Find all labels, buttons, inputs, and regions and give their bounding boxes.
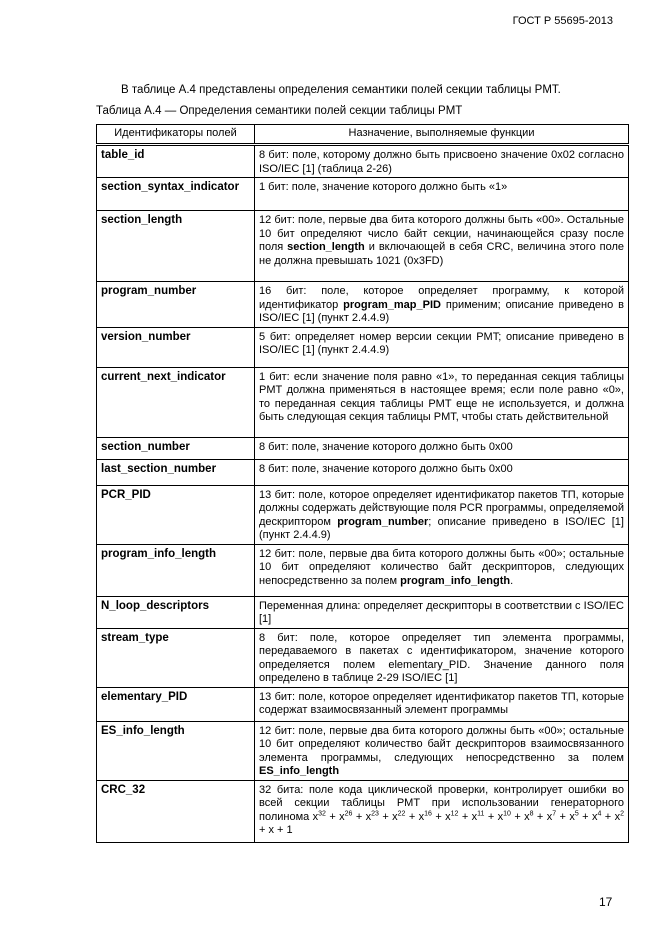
field-description <box>255 721 629 780</box>
polynomial-term: + x <box>458 810 478 823</box>
field-description <box>255 145 629 178</box>
description-text: 1 бит: поле, значение которого должно быть «1» <box>259 181 508 193</box>
table-row <box>97 367 629 437</box>
description-text: применим; описание приведено в ISO/IEC [1] (пункт 2.4.4.9) <box>259 298 624 324</box>
field-description <box>255 178 629 211</box>
field-identifier: version_number <box>97 327 255 367</box>
description-text: 12 бит: поле, первые два бита которого должны быть «00»; остальные 10 бит определяют количество байт дескрипторов, следующих непосредственно за полем <box>259 547 624 587</box>
description-text: 16 бит: поле, которое определяет программу, к которой идентификатор <box>259 285 624 311</box>
polynomial-term: + x <box>510 810 530 823</box>
description-text: 8 бит: поле, значение которого должно быть 0x00 <box>259 462 513 475</box>
field-identifier: section_number <box>97 437 255 459</box>
table-row <box>97 544 629 596</box>
polynomial-exponent: 2 <box>620 809 624 817</box>
polynomial-exponent: 32 <box>318 809 326 817</box>
polynomial-exponent: 23 <box>371 809 379 817</box>
description-text: 13 бит: поле, которое определяет идентификатор пакетов ТП, которые должны содержать действующие поля PCR программы, определяемой дескриптором <box>259 488 624 528</box>
table-row <box>97 327 629 367</box>
polynomial-exponent: 10 <box>503 809 511 817</box>
crc-polynomial <box>259 811 624 837</box>
table-row <box>97 628 629 687</box>
field-description <box>255 459 629 485</box>
polynomial-exponent: 7 <box>552 809 557 817</box>
polynomial-exponent: 4 <box>597 809 602 817</box>
field-description <box>255 596 629 628</box>
intro-paragraph: В таблице А.4 представлены определения семантики полей секции таблицы PMT. <box>121 84 561 96</box>
field-description <box>255 687 629 721</box>
field-description <box>255 485 629 544</box>
description-text: 1 бит: если значение поля равно «1», то переданная секция таблицы PMT должна применяться в настоящее время; если поле равно «0», то переданная секция таблицы PMT еще не используется, и должна быть следующая секция таблицы PMT, чтобы стать действительной <box>259 370 624 423</box>
field-reference: program_number <box>337 515 429 528</box>
polynomial-term: + x <box>352 810 372 823</box>
description-text: 32 бита: поле кода циклической проверки, контролирует ошибки во всей секции таблицы PMT при использовании генераторного полинома <box>259 783 624 823</box>
table-row <box>97 721 629 780</box>
description-text: . <box>510 574 514 587</box>
field-description <box>255 282 629 328</box>
polynomial-term: + x <box>578 810 598 823</box>
page-number: 17 <box>599 895 613 909</box>
field-reference: program_map_PID <box>343 298 441 311</box>
polynomial-term: + x <box>325 810 345 823</box>
field-identifier: table_id <box>97 145 255 178</box>
column-header-purpose: Назначение, выполняемые функции <box>255 125 629 145</box>
field-identifier: section_syntax_indicator <box>97 178 255 211</box>
table-row <box>97 282 629 328</box>
field-identifier: stream_type <box>97 628 255 687</box>
polynomial-exponent: 26 <box>344 809 353 817</box>
field-description <box>255 367 629 437</box>
table-body <box>97 145 629 843</box>
field-description <box>255 211 629 282</box>
field-identifier: section_length <box>97 211 255 282</box>
polynomial-term: + x <box>556 810 575 823</box>
table-row <box>97 211 629 282</box>
field-identifier: elementary_PID <box>97 687 255 721</box>
field-description <box>255 327 629 367</box>
table-row <box>97 780 629 842</box>
table-caption-text: Определения семантики полей секции таблицы PMT <box>179 105 463 117</box>
table-caption-label: Таблица А.4 <box>96 105 162 117</box>
table-row <box>97 485 629 544</box>
standard-header: ГОСТ Р 55695-2013 <box>512 15 613 27</box>
field-description <box>255 544 629 596</box>
field-description <box>255 437 629 459</box>
description-text: 8 бит: поле, значение которого должно быть 0x00 <box>259 440 513 453</box>
description-text: 8 бит: поле, которому должно быть присвоено значение 0x02 согласно ISO/IEC [1] (таблица 2-26) <box>259 149 624 175</box>
table-caption-dash: — <box>164 105 177 117</box>
table-header-row <box>97 125 629 145</box>
field-reference: ES_info_length <box>259 765 340 777</box>
table-row <box>97 178 629 211</box>
polynomial-exponent: 12 <box>450 809 459 817</box>
field-identifier: N_loop_descriptors <box>97 596 255 628</box>
description-text: 8 бит: поле, которое определяет тип элемента программы, передаваемого в пакетах с идентификатором, значение которого определяется полем elementary_PID. Значение данного поля определено в таблице 2-29 ISO/IEC [1] <box>259 631 624 684</box>
table-caption <box>96 105 462 117</box>
polynomial-term: + x <box>431 810 451 823</box>
polynomial-exponent: 16 <box>424 809 432 817</box>
field-identifier: last_section_number <box>97 459 255 485</box>
polynomial-term: + x <box>378 810 398 823</box>
field-identifier: program_number <box>97 282 255 328</box>
field-reference: section_length <box>287 241 365 253</box>
description-text: ; описание приведено в ISO/IEC [1] (пункт 2.4.4.9) <box>259 515 624 541</box>
field-identifier: ES_info_length <box>97 721 255 780</box>
field-description <box>255 628 629 687</box>
column-header-fields: Идентификаторы полей <box>97 125 255 145</box>
table-row <box>97 596 629 628</box>
field-identifier: PCR_PID <box>97 485 255 544</box>
polynomial-term: + x + 1 <box>259 824 293 836</box>
polynomial-exponent: 22 <box>397 809 406 817</box>
table-row <box>97 459 629 485</box>
polynomial-exponent: 5 <box>574 809 579 817</box>
table-row <box>97 687 629 721</box>
description-text: 13 бит: поле, которое определяет идентификатор пакетов ТП, которые содержат взаимосвязанный элемент программы <box>259 690 624 716</box>
field-identifier: program_info_length <box>97 544 255 596</box>
polynomial-exponent: 8 <box>529 809 534 817</box>
field-reference: program_info_length <box>400 574 511 587</box>
field-identifier: current_next_indicator <box>97 367 255 437</box>
description-text: 12 бит: поле, первые два бита которого должны быть «00»; остальные 10 бит определяют количество байт дескрипторов взаимосвязанного элемента программы, следующих непосредственно за полем <box>259 724 624 764</box>
table-row <box>97 145 629 178</box>
polynomial-term: + x <box>405 810 425 823</box>
polynomial-exponent: 11 <box>477 809 485 817</box>
polynomial-term: x <box>312 810 319 823</box>
table-row <box>97 437 629 459</box>
polynomial-term: + x <box>533 810 553 823</box>
description-text: и включающей в себя CRC, величина этого поле не должна превышать 1021 (0x3FD) <box>259 241 624 267</box>
field-identifier: CRC_32 <box>97 780 255 842</box>
polynomial-term: + x <box>484 810 504 823</box>
description-text: 5 бит: определяет номер версии секции PMT; описание приведено в ISO/IEC [1] (пункт 2.4.4.9) <box>259 330 624 356</box>
description-text: Переменная длина: определяет дескрипторы в соответствии с ISO/IEC [1] <box>259 599 624 625</box>
description-text: 12 бит: поле, первые два бита которого должны быть «00». Остальные 10 бит определяют число байт секции, начинающейся сразу после поля <box>259 214 624 253</box>
polynomial-term: + x <box>601 810 621 823</box>
field-description <box>255 780 629 842</box>
pmt-semantics-table <box>96 124 629 843</box>
